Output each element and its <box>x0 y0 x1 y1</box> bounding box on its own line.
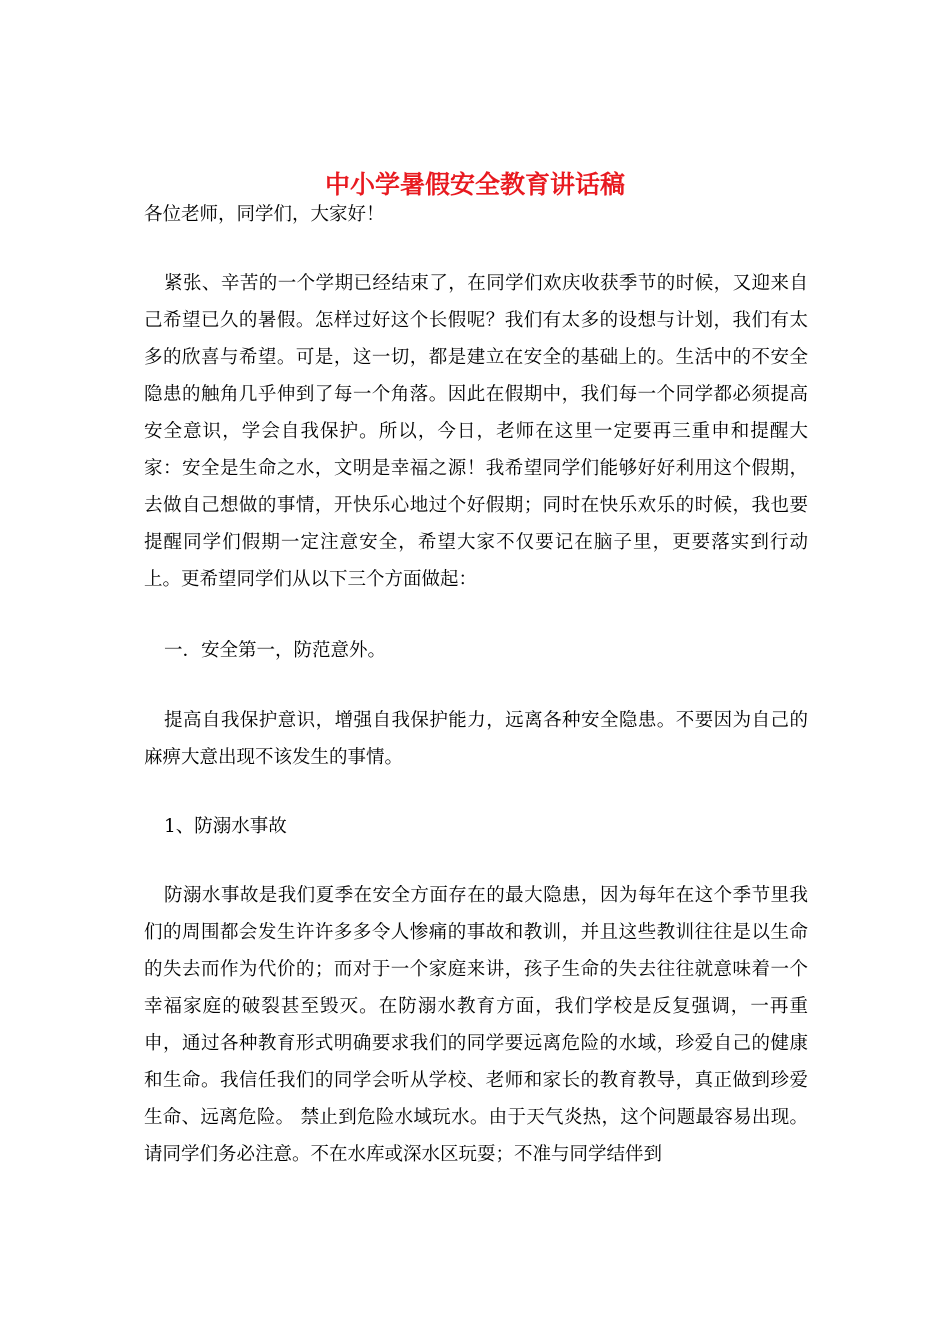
subsection-heading-drowning: 1、防溺水事故 <box>164 816 287 837</box>
paragraph-drowning-prevention: 防溺水事故是我们夏季在安全方面存在的最大隐患，因为每年在这个季节里我们的周围都会发生许许多多令人惨痛的事故和教训，并且这些教训往往是以生命的失去而作为代价的；而对于一个家庭来讲，孩子生命的失去往往就意味着一个幸福家庭的破裂甚至毁灭。在防溺水教育方面，我们学校是反复强调，一再重申，通过各种教育形式明确要求我们的同学要远离危险的水域，珍爱自己的健康和生命。我信任我们的同学会听从学校、老师和家长的教育教导，真正做到珍爱生命、远离危险。 禁止到危险水域玩水。由于天气炎热，这个问题最容易出现。请同学们务必注意。不在水库或深水区玩耍；不准与同学结伴到 <box>144 885 808 1165</box>
paragraph-self-protection: 提高自我保护意识，增强自我保护能力，远离各种安全隐患。不要因为自己的麻痹大意出现不该发生的事情。 <box>144 710 808 768</box>
document-title: 中小学暑假安全教育讲话稿 <box>324 169 625 199</box>
greeting-line: 各位老师，同学们，大家好！ <box>144 204 385 225</box>
paragraph-intro: 紧张、辛苦的一个学期已经结束了，在同学们欢庆收获季节的时候，又迎来自己希望已久的暑假。怎样过好这个长假呢？我们有太多的设想与计划，我们有太多的欣喜与希望。可是，这一切，都是建立在安全的基础上的。生活中的不安全隐患的触角几乎伸到了每一个角落。因此在假期中，我们每一个同学都必须提高安全意识，学会自我保护。所以，今日，老师在这里一定要再三重申和提醒大家：安全是生命之水，文明是幸福之源！我希望同学们能够好好利用这个假期，去做自己想做的事情，开快乐心地过个好假期；同时在快乐欢乐的时候，我也要提醒同学们假期一定注意安全，希望大家不仅要记在脑子里，更要落实到行动上。更希望同学们从以下三个方面做起： <box>144 273 808 590</box>
section-heading-safety-first: 一．安全第一，防范意外。 <box>164 640 387 661</box>
